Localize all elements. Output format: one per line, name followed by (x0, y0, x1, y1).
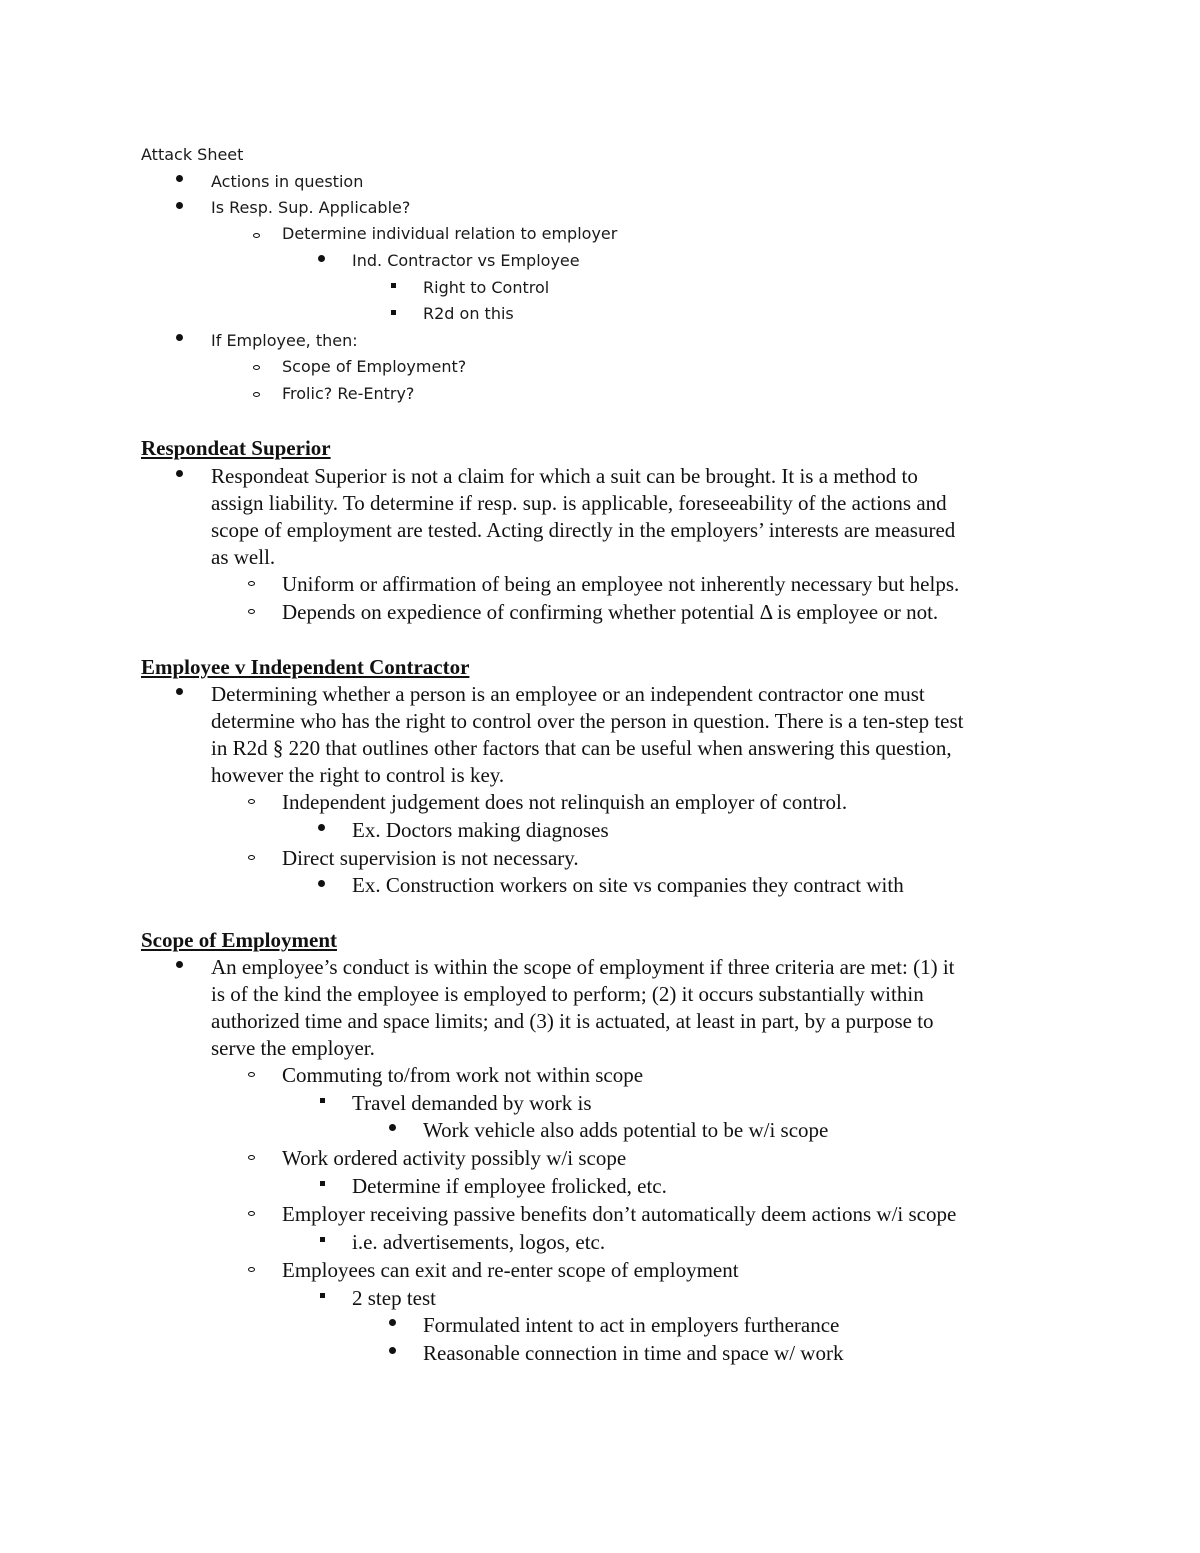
paragraph-line: however the right to control is key. (211, 763, 505, 787)
paragraph-line: as well. (211, 545, 276, 569)
bullet-circle-icon (253, 365, 260, 370)
bullet-circle-icon (253, 392, 260, 397)
sub-sub-item: Travel demanded by work is (352, 1091, 592, 1115)
attack-item: Scope of Employment? (282, 357, 467, 376)
paragraph-line: Determining whether a person is an employee or an independent contractor one must (211, 682, 925, 706)
attack-item: Right to Control (423, 278, 550, 297)
sub-sub-item: i.e. advertisements, logos, etc. (352, 1230, 606, 1254)
bullet-square-icon (391, 283, 396, 288)
bullet-circle-icon (248, 1267, 255, 1272)
sub-item: Direct supervision is not necessary. (282, 846, 579, 870)
paragraph-line: determine who has the right to control over the person in question. There is a ten-step test (211, 709, 964, 733)
sub-sub-item: 2 step test (352, 1286, 436, 1310)
bullet-dot-icon (389, 1124, 396, 1131)
sub-item: Employer receiving passive benefits don’t automatically deem actions w/i scope (282, 1202, 957, 1226)
bullet-dot-icon (176, 961, 183, 968)
bullet-square-icon (320, 1293, 325, 1298)
bullet-dot-icon (176, 688, 183, 695)
attack-item: Is Resp. Sup. Applicable? (211, 198, 411, 217)
bullet-dot-icon (176, 202, 183, 209)
bullet-dot-icon (176, 334, 183, 341)
bullet-dot-icon (389, 1347, 396, 1354)
bullet-square-icon (320, 1237, 325, 1242)
sub-sub-sub-item: Work vehicle also adds potential to be w/i scope (423, 1118, 829, 1142)
bullet-circle-icon (248, 799, 255, 804)
bullet-circle-icon (248, 1155, 255, 1160)
sub-item: Work ordered activity possibly w/i scope (282, 1146, 627, 1170)
sub-sub-item: Ex. Doctors making diagnoses (352, 818, 609, 842)
bullet-circle-icon (248, 855, 255, 860)
bullet-dot-icon (318, 255, 325, 262)
paragraph-line: in R2d § 220 that outlines other factors that can be useful when answering this question, (211, 736, 952, 760)
paragraph-line: is of the kind the employee is employed to perform; (2) it occurs substantially within (211, 982, 924, 1006)
bullet-dot-icon (176, 470, 183, 477)
sub-item: Employees can exit and re-enter scope of employment (282, 1258, 739, 1282)
bullet-circle-icon (253, 233, 260, 238)
paragraph-line: An employee’s conduct is within the scope of employment if three criteria are met: (1) it (211, 955, 955, 979)
sub-item: Commuting to/from work not within scope (282, 1063, 644, 1087)
paragraph-line: serve the employer. (211, 1036, 375, 1060)
sub-sub-item: Determine if employee frolicked, etc. (352, 1174, 667, 1198)
paragraph-line: Respondeat Superior is not a claim for which a suit can be brought. It is a method to (211, 464, 918, 488)
bullet-circle-icon (248, 581, 255, 586)
sub-sub-sub-item: Reasonable connection in time and space w/ work (423, 1341, 844, 1365)
paragraph-line: authorized time and space limits; and (3) it is actuated, at least in part, by a purpose to (211, 1009, 934, 1033)
section-heading-employee-v-contractor: Employee v Independent Contractor (141, 655, 470, 679)
bullet-dot-icon (318, 824, 325, 831)
sub-item: Depends on expedience of confirming whether potential Δ is employee or not. (282, 600, 939, 624)
bullet-dot-icon (176, 175, 183, 182)
bullet-circle-icon (248, 609, 255, 614)
attack-item: R2d on this (423, 304, 514, 323)
attack-item: Actions in question (211, 172, 364, 191)
sub-item: Uniform or affirmation of being an employee not inherently necessary but helps. (282, 572, 960, 596)
bullet-circle-icon (248, 1072, 255, 1077)
attack-item: Ind. Contractor vs Employee (352, 251, 580, 270)
paragraph-line: assign liability. To determine if resp. sup. is applicable, foreseeability of the actions and (211, 491, 947, 515)
bullet-dot-icon (318, 880, 325, 887)
section-heading-scope-of-employment: Scope of Employment (141, 928, 337, 952)
attack-sheet-title: Attack Sheet (141, 145, 244, 164)
bullet-dot-icon (389, 1319, 396, 1326)
sub-item: Independent judgement does not relinquish an employer of control. (282, 790, 848, 814)
bullet-circle-icon (248, 1211, 255, 1216)
sub-sub-item: Ex. Construction workers on site vs companies they contract with (352, 873, 904, 897)
attack-item: Determine individual relation to employer (282, 224, 618, 243)
section-heading-respondeat-superior: Respondeat Superior (141, 436, 331, 460)
bullet-square-icon (320, 1098, 325, 1103)
attack-item: Frolic? Re-Entry? (282, 384, 415, 403)
sub-sub-sub-item: Formulated intent to act in employers furtherance (423, 1313, 840, 1337)
paragraph-line: scope of employment are tested. Acting directly in the employers’ interests are measured (211, 518, 956, 542)
attack-item: If Employee, then: (211, 331, 358, 350)
bullet-square-icon (320, 1181, 325, 1186)
bullet-square-icon (391, 310, 396, 315)
